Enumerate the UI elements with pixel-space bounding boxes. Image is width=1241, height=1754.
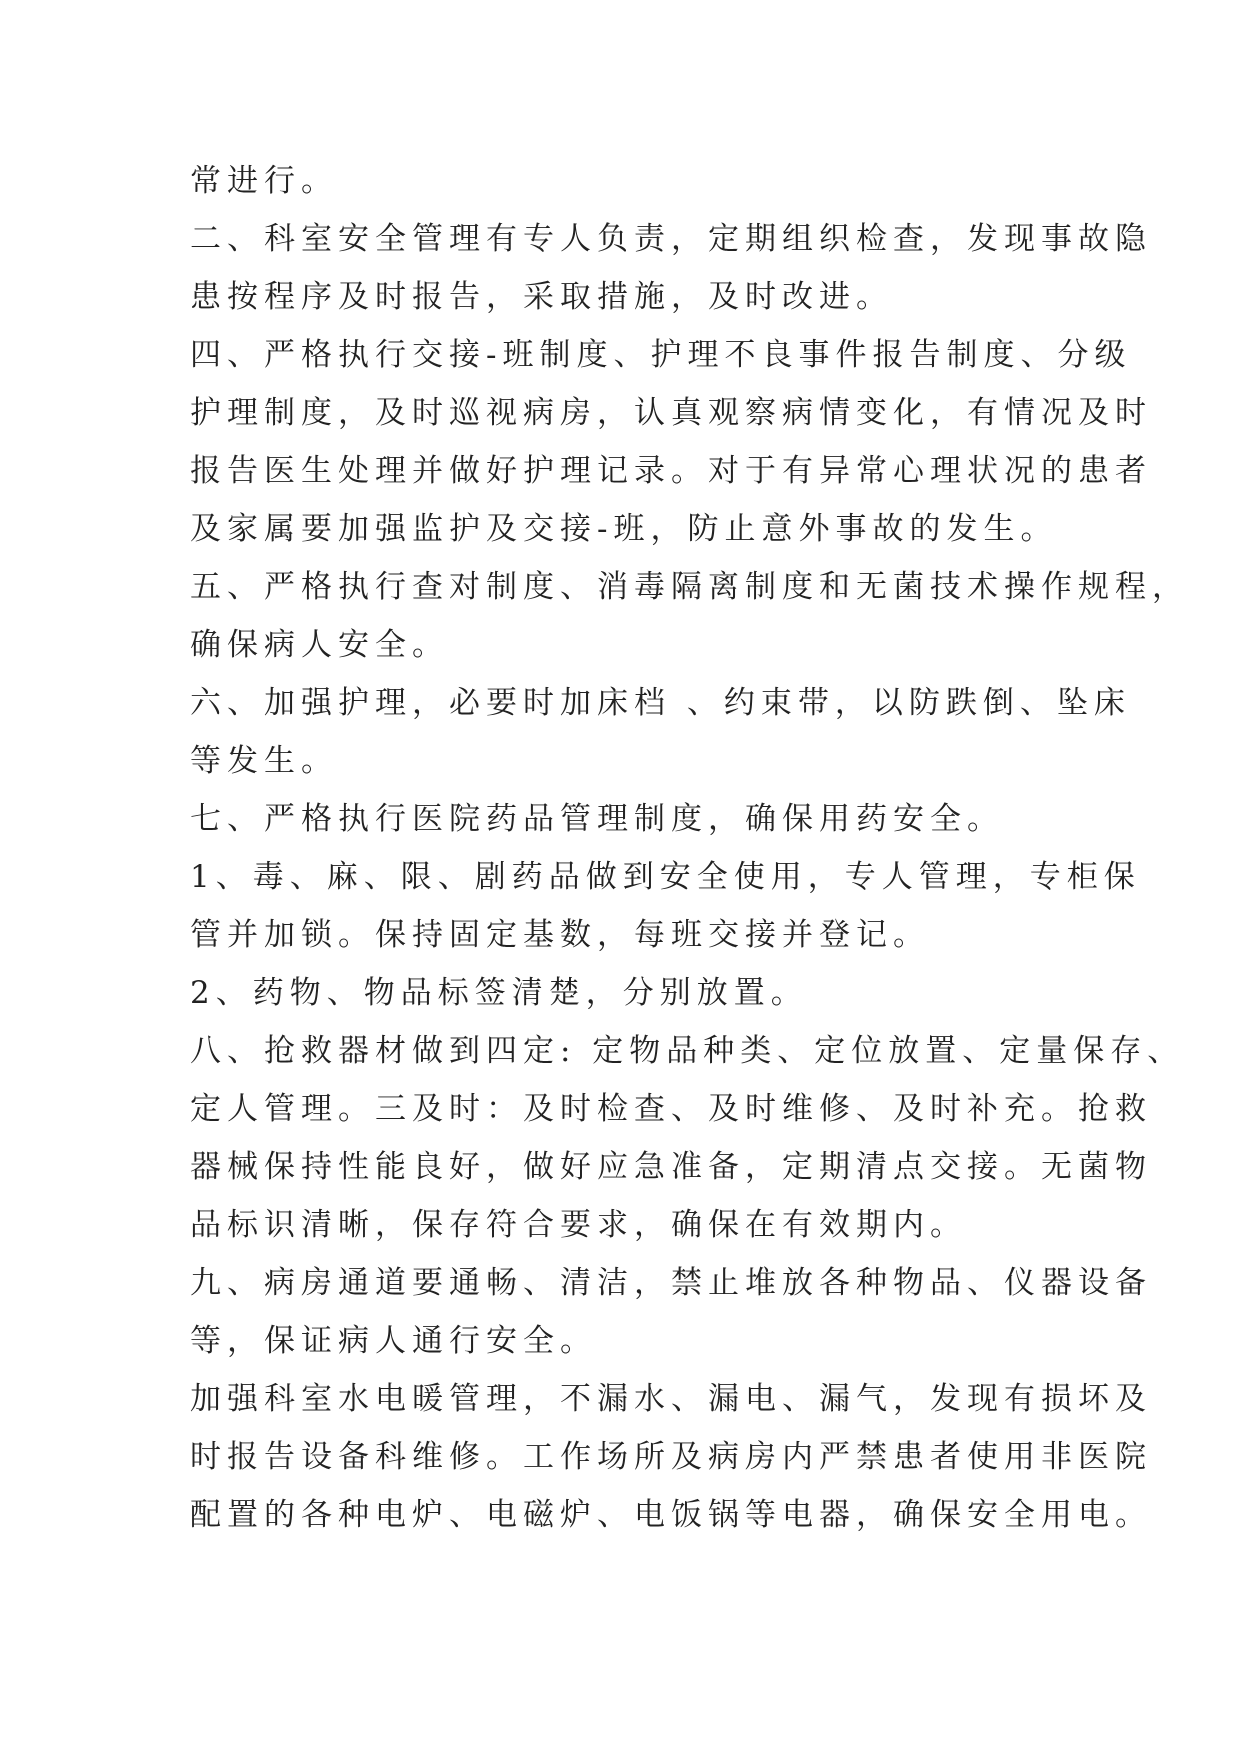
text-line: 二、科室安全管理有专人负责，定期组织检查，发现事故隐 bbox=[190, 221, 1152, 257]
text-line: 1、毒、麻、限、剧药品做到安全使用，专人管理，专柜保 bbox=[190, 859, 1141, 895]
text-line: 患按程序及时报告，采取措施，及时改进。 bbox=[190, 279, 893, 315]
text-line: 定人管理。三及时：及时检查、及时维修、及时补充。抢救 bbox=[190, 1091, 1152, 1127]
text-line: 七、严格执行医院药品管理制度，确保用药安全。 bbox=[190, 801, 1004, 837]
text-line: 等，保证病人通行安全。 bbox=[190, 1323, 597, 1359]
text-line: 加强科室水电暖管理，不漏水、漏电、漏气，发现有损坏及 bbox=[190, 1381, 1152, 1417]
text-line: 品标识清晰，保存符合要求，确保在有效期内。 bbox=[190, 1207, 967, 1243]
text-line: 护理制度，及时巡视病房，认真观察病情变化，有情况及时 bbox=[190, 395, 1152, 431]
text-line: 确保病人安全。 bbox=[190, 627, 449, 663]
text-line: 及家属要加强监护及交接-班，防止意外事故的发生。 bbox=[190, 511, 1058, 547]
text-line: 八、抢救器材做到四定: 定物品种类、定位放置、定量保存、 bbox=[190, 1033, 1185, 1069]
text-line: 常进行。 bbox=[190, 163, 338, 199]
text-line: 九、病房通道要通畅、清洁，禁止堆放各种物品、仪器设备 bbox=[190, 1265, 1152, 1301]
text-line: 2、药物、物品标签清楚，分别放置。 bbox=[190, 975, 808, 1011]
text-line: 管并加锁。保持固定基数，每班交接并登记。 bbox=[190, 917, 930, 953]
text-line: 四、严格执行交接-班制度、护理不良事件报告制度、分级 bbox=[190, 337, 1132, 373]
text-line: 报告医生处理并做好护理记录。对于有异常心理状况的患者 bbox=[190, 453, 1152, 489]
text-line: 时报告设备科维修。工作场所及病房内严禁患者使用非医院 bbox=[190, 1439, 1152, 1475]
text-line: 六、加强护理，必要时加床档 、约束带，以防跌倒、坠床 bbox=[190, 685, 1131, 721]
text-line: 配置的各种电炉、电磁炉、电饭锅等电器，确保安全用电。 bbox=[190, 1497, 1152, 1533]
text-line: 器械保持性能良好，做好应急准备，定期清点交接。无菌物 bbox=[190, 1149, 1152, 1185]
document-body bbox=[190, 152, 1189, 1544]
text-line: 五、严格执行查对制度、消毒隔离制度和无菌技术操作规程， bbox=[190, 569, 1189, 605]
text-line: 等发生。 bbox=[190, 743, 338, 779]
